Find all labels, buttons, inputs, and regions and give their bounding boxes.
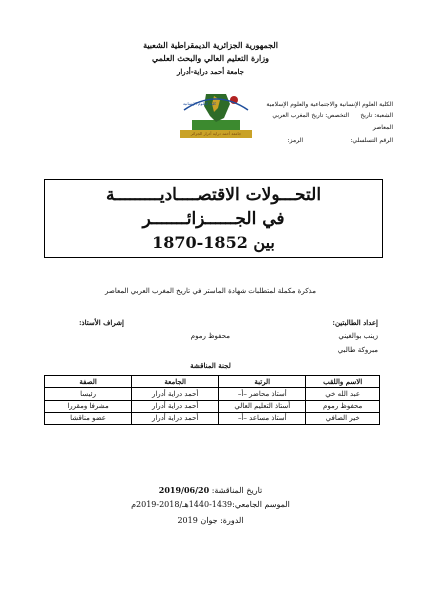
header-name: الاسم واللقب [306,376,380,388]
university-header: جامعة أحمد دراية-أدرار [176,67,245,76]
header-rank: الرتبة [219,376,306,388]
table-row [45,388,380,400]
logo-caption: جامعة أحمد دراية أدرار الجزائر [190,131,242,136]
member-rank: أستاذ محاضر –أ– [219,388,306,400]
member-role: عضو مناقشا [45,412,132,424]
header-university: الجامعة [132,376,219,388]
member-name: محفوظ رموم [306,400,380,412]
serial-number-label: الرقم التسلسلي: [350,137,393,144]
title-line-3: بين 1852-1870 [152,233,275,252]
table-row [45,400,380,412]
committee-title: لجنة المناقشة [190,361,231,370]
republic-header: الجمهورية الجزائرية الديمقراطية الشعبية [143,40,278,50]
branch-line: الشعبة: تاريخ [360,112,393,119]
student-name-2: مبروكة طالبي [337,346,378,354]
student-name-1: زينب بوالغيني [338,332,378,340]
member-university: أحمد دراية أدرار [132,400,219,412]
title-line-1: التحـــولات الاقتصــــاديـــــــــة [105,185,322,205]
specialty-continuation: المعاصر [372,124,393,131]
member-name: عبد الله خي [306,388,380,400]
ministry-header: وزارة التعليم العالي والبحث العلمي [152,53,269,63]
session: الدورة: جوان 2019 [177,516,244,525]
thesis-title-box [44,179,383,258]
member-role: رئيسا [45,388,132,400]
member-university: أحمد دراية أدرار [132,412,219,424]
member-name: خير الصافي [306,412,380,424]
member-role: مشرفا ومقررا [45,400,132,412]
committee-table [44,375,380,425]
header-role: الصفة [45,376,132,388]
academic-year: الموسم الجامعي:1439-1440هـ/2018-2019م [131,500,290,509]
member-university: أحمد دراية أدرار [132,388,219,400]
supervisor-name: محفوظ رموم [190,332,230,340]
title-line-2: في الجــــــزائـــــــر [142,209,285,229]
logo-side-text: كلية العلوم الإنسانية [182,101,216,106]
specialty-line: التخصص: تاريخ المغرب العربي [272,112,349,119]
students-label: إعداد الطالبتين: [332,318,378,327]
code-label: الرمز: [287,137,303,144]
member-rank: أستاذ مساعد –أ– [219,412,306,424]
defense-date [0,485,421,496]
committee-header-row [45,376,380,388]
table-row [45,412,380,424]
defense-date-label: تاريخ المناقشة: [211,486,263,495]
member-rank: أستاذ التعليم العالي [219,400,306,412]
faculty-line: الكلية العلوم الإنسانية والاجتماعية والعلوم الإسلامية [266,101,393,108]
supervisor-label: إشراف الأستاذ: [78,318,124,327]
defense-date-value: 2019/06/20 [158,485,210,495]
university-logo [170,90,262,142]
thesis-subtitle: مذكرة مكملة لمتطلبات شهادة الماستر في تاريخ المغرب العربي المعاصر [105,287,316,295]
